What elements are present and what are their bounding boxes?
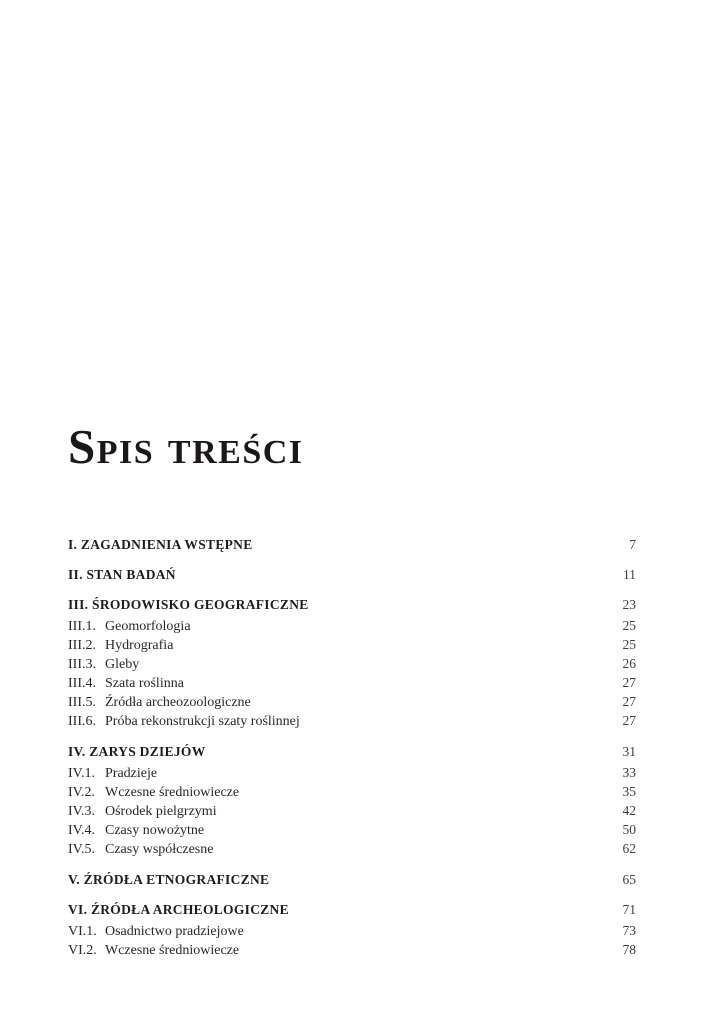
- toc-entry-title: Czasy współczesne: [105, 842, 214, 857]
- toc-entry-number: III.3.: [68, 657, 96, 672]
- toc-page-number: 11: [623, 567, 636, 582]
- toc-section-iii: [68, 596, 636, 731]
- toc-page-number: 35: [622, 784, 636, 799]
- toc-entry-title: Gleby: [105, 657, 140, 672]
- toc-entry: [68, 712, 636, 731]
- toc-entry-title: Geomorfologia: [105, 619, 191, 634]
- toc-entry-number: IV.5.: [68, 842, 95, 857]
- toc-section-v: [68, 871, 636, 889]
- toc-entry-number: III.5.: [68, 695, 96, 710]
- toc-entry: [68, 674, 636, 693]
- toc-section-i: [68, 536, 636, 554]
- toc-page-number: 26: [622, 656, 636, 671]
- toc-page-number: 42: [622, 803, 636, 818]
- toc-entry-title: Szata roślinna: [105, 676, 184, 691]
- toc-page-number: 65: [622, 872, 636, 887]
- toc-section-title: I. ZAGADNIENIA WSTĘPNE: [68, 537, 253, 552]
- toc-section-header: [68, 596, 636, 614]
- toc-section-iv: [68, 743, 636, 859]
- toc-section-header: [68, 566, 636, 584]
- toc-entry-number: III.2.: [68, 638, 96, 653]
- toc-entry: [68, 636, 636, 655]
- toc-page-number: 31: [622, 744, 636, 759]
- toc-entry-title: Czasy nowożytne: [105, 823, 205, 838]
- toc-entry: [68, 821, 636, 840]
- toc-section-header: [68, 743, 636, 761]
- toc-entry-number: III.4.: [68, 676, 96, 691]
- toc-section-header: [68, 901, 636, 919]
- toc-section-header: [68, 871, 636, 889]
- toc-section-title: III. ŚRODOWISKO GEOGRAFICZNE: [68, 597, 309, 612]
- toc-entry-number: VI.1.: [68, 924, 97, 939]
- toc-entry: [68, 941, 636, 960]
- toc-section-vi: [68, 901, 636, 960]
- toc-section-ii: [68, 566, 636, 584]
- toc-entry-title: Hydrografia: [105, 638, 174, 653]
- toc-entry: [68, 783, 636, 802]
- toc-entry-number: IV.1.: [68, 766, 95, 781]
- toc-section-title: VI. ŹRÓDŁA ARCHEOLOGICZNE: [68, 902, 289, 917]
- toc-entry-title: Ośrodek pielgrzymi: [105, 804, 217, 819]
- toc-page-number: 25: [622, 637, 636, 652]
- toc-page-number: 23: [622, 597, 636, 612]
- toc-page-number: 78: [622, 942, 636, 957]
- toc-entry-title: Wczesne średniowiecze: [105, 785, 240, 800]
- toc-section-entries: [68, 617, 636, 731]
- page-title: Spis treści: [68, 419, 304, 474]
- toc-entry-title: Źródła archeozoologiczne: [105, 695, 251, 710]
- toc-entry-number: III.1.: [68, 619, 96, 634]
- toc-section-title: V. ŹRÓDŁA ETNOGRAFICZNE: [68, 872, 270, 887]
- toc-section-entries: [68, 764, 636, 859]
- toc-entry: [68, 617, 636, 636]
- toc-entry-title: Pradzieje: [105, 766, 158, 781]
- toc-page-number: 27: [622, 713, 636, 728]
- toc-entry-number: IV.4.: [68, 823, 95, 838]
- toc-page-number: 7: [629, 537, 636, 552]
- toc-section-entries: [68, 922, 636, 960]
- toc-entry: [68, 693, 636, 712]
- toc-page-number: 33: [622, 765, 636, 780]
- toc-entry-number: IV.2.: [68, 785, 95, 800]
- toc-page-number: 27: [622, 694, 636, 709]
- toc-page-number: 62: [622, 841, 636, 856]
- toc-entry: [68, 802, 636, 821]
- toc-entry: [68, 655, 636, 674]
- toc-section-title: II. STAN BADAŃ: [68, 567, 176, 582]
- toc-entry: [68, 840, 636, 859]
- toc-section-title: IV. ZARYS DZIEJÓW: [68, 744, 206, 759]
- toc-entry-number: III.6.: [68, 714, 96, 729]
- toc-entry-title: Wczesne średniowiecze: [105, 943, 240, 958]
- toc-section-header: [68, 536, 636, 554]
- table-of-contents: [68, 536, 636, 960]
- toc-entry: [68, 922, 636, 941]
- toc-page-number: 50: [622, 822, 636, 837]
- toc-entry: [68, 764, 636, 783]
- toc-page-number: 27: [622, 675, 636, 690]
- toc-page-number: 71: [622, 902, 636, 917]
- toc-page-number: 73: [622, 923, 636, 938]
- toc-page-number: 25: [622, 618, 636, 633]
- toc-entry-number: VI.2.: [68, 943, 97, 958]
- toc-entry-number: IV.3.: [68, 804, 95, 819]
- toc-entry-title: Próba rekonstrukcji szaty roślinnej: [105, 714, 300, 729]
- toc-entry-title: Osadnictwo pradziejowe: [105, 924, 244, 939]
